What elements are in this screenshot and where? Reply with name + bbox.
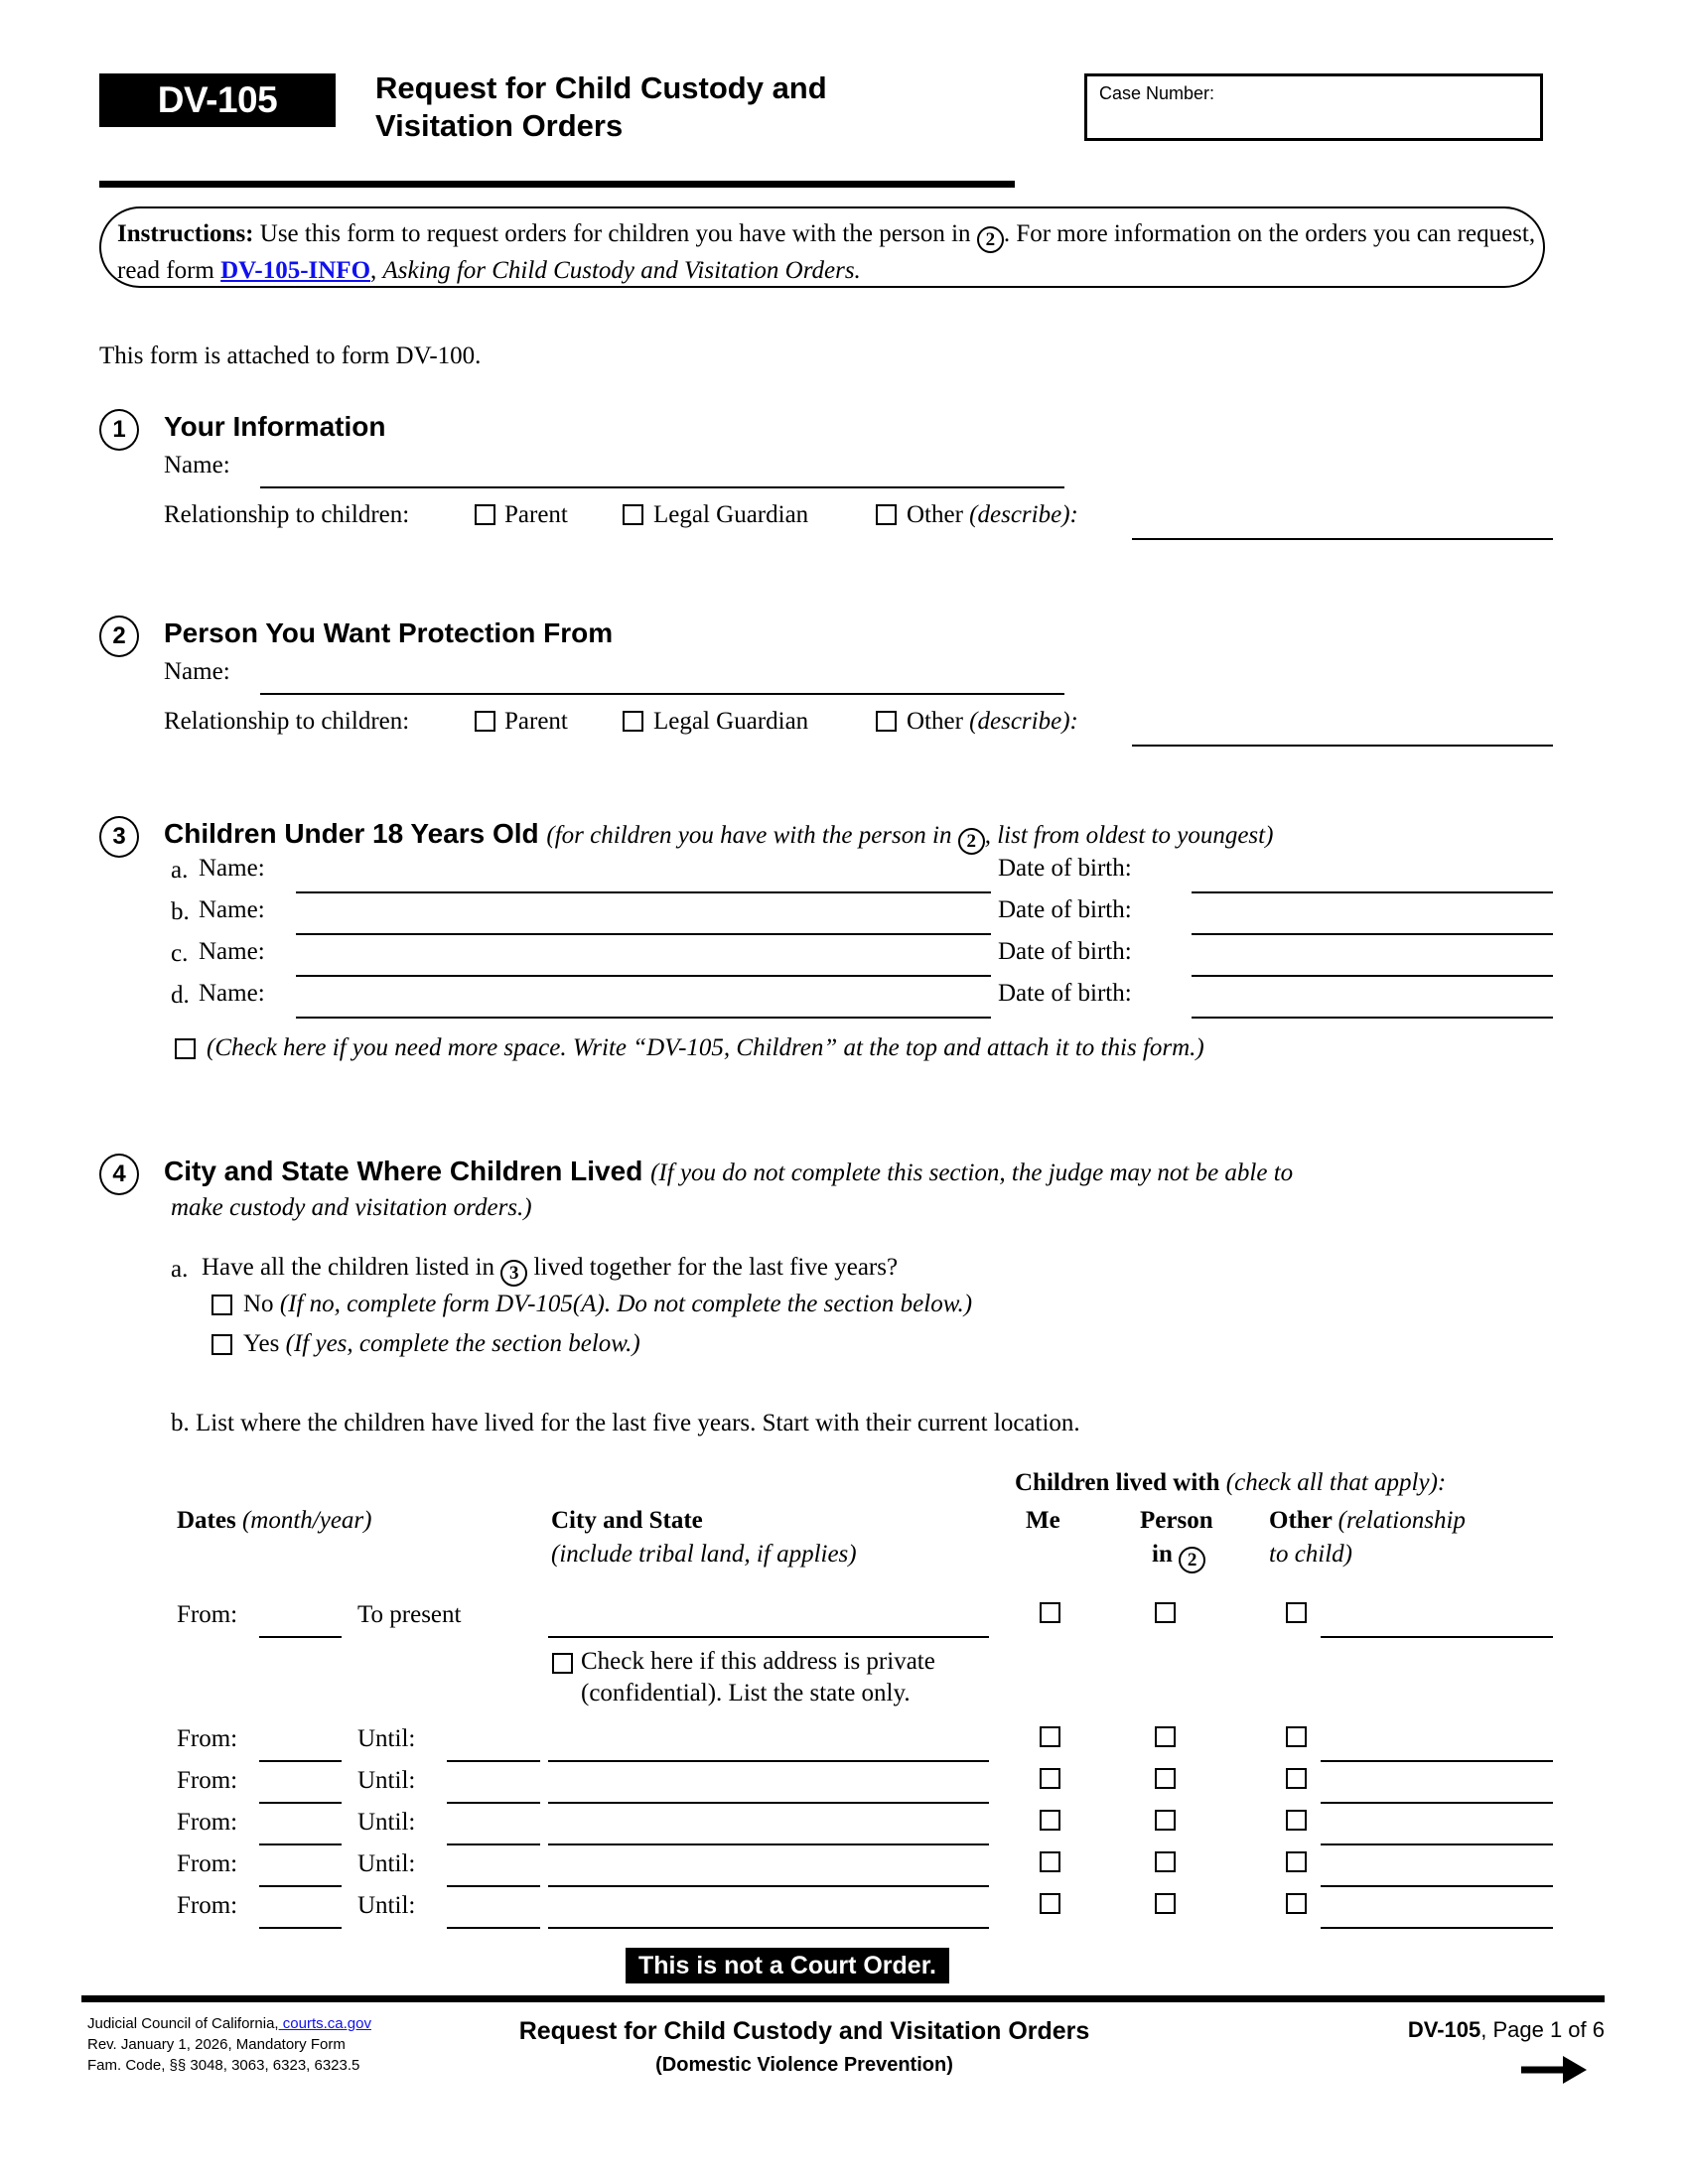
instructions-text <box>117 216 1537 288</box>
section-4-number: 4 <box>99 1154 139 1195</box>
table-col-dates-bold: Dates <box>177 1507 242 1534</box>
section-4a-no-note: (If no, complete form DV-105(A). Do not complete the section below.) <box>279 1291 973 1317</box>
instructions-part3: , <box>370 257 383 284</box>
case-number-box[interactable] <box>1084 73 1543 141</box>
table-col-other-italic-1: (relationship <box>1337 1507 1466 1534</box>
page-title-line1: Request for Child Custody and <box>375 70 827 105</box>
table-row-person-checkbox[interactable] <box>1155 1768 1176 1789</box>
footer-judicial-council: Judicial Council of California, <box>87 2015 279 2032</box>
child-dob-label: Date of birth: <box>998 938 1132 965</box>
section-1-other-text: Other <box>907 501 963 528</box>
table-row-me-checkbox[interactable] <box>1040 1893 1060 1914</box>
section-2-other-label <box>907 708 1078 736</box>
section-4a-yes-label <box>243 1330 640 1358</box>
footer-left-block <box>87 2013 371 2076</box>
child-dob-input[interactable] <box>1192 891 1553 893</box>
footer-form-number: DV-105 <box>1407 2017 1481 2042</box>
table-row-city-input[interactable] <box>548 1636 989 1638</box>
child-row-letter: a. <box>171 857 189 884</box>
table-row-other-checkbox[interactable] <box>1286 1851 1307 1872</box>
section-3-note-part1: (for children you have with the person in <box>546 822 958 849</box>
footer-divider <box>81 1995 1605 2002</box>
table-row-person-checkbox[interactable] <box>1155 1602 1176 1623</box>
table-group-header-bold: Children lived with <box>1015 1469 1226 1496</box>
section-4-heading <box>164 1156 1293 1187</box>
table-row-other-checkbox[interactable] <box>1286 1768 1307 1789</box>
table-row-from-input[interactable] <box>259 1760 342 1762</box>
table-row-until-label: Until: <box>357 1725 416 1752</box>
section-2-other-hint: (describe): <box>969 708 1078 735</box>
table-col-person-prefix: in <box>1152 1541 1180 1568</box>
table-row-person-checkbox[interactable] <box>1155 1810 1176 1831</box>
table-row-city-input[interactable] <box>548 1802 989 1804</box>
child-dob-input[interactable] <box>1192 933 1553 935</box>
private-address-checkbox[interactable] <box>552 1653 573 1674</box>
table-row-until-label: Until: <box>357 1892 416 1919</box>
section-1-number: 1 <box>99 409 139 451</box>
footer-code-citation: Fam. Code, §§ 3048, 3063, 6323, 6323.5 <box>87 2057 360 2074</box>
not-a-court-order-banner: This is not a Court Order. <box>626 1948 949 1983</box>
table-row-other-input[interactable] <box>1321 1843 1553 1845</box>
table-row-me-checkbox[interactable] <box>1040 1726 1060 1747</box>
table-row-until-label: Until: <box>357 1767 416 1794</box>
section-1-name-input[interactable] <box>260 486 1064 488</box>
form-number-badge: DV-105 <box>99 73 336 127</box>
section-2-legal-guardian-label: Legal Guardian <box>653 708 809 735</box>
table-row-other-input[interactable] <box>1321 1802 1553 1804</box>
section-2-number: 2 <box>99 615 139 657</box>
table-row-until-input[interactable] <box>447 1802 540 1804</box>
table-row-until-input[interactable] <box>447 1843 540 1845</box>
private-address-label-line1: Check here if this address is private <box>581 1648 935 1675</box>
section-3-note-part2: , list from oldest to youngest) <box>984 822 1274 849</box>
child-dob-label: Date of birth: <box>998 896 1132 923</box>
section-1-legal-guardian-checkbox[interactable] <box>623 504 643 525</box>
table-row-from-input[interactable] <box>259 1802 342 1804</box>
table-row-until-label: Until: <box>357 1809 416 1836</box>
reference-circle-2-icon: 2 <box>958 828 985 855</box>
section-2-other-checkbox[interactable] <box>876 711 897 732</box>
section-1-parent-checkbox[interactable] <box>475 504 495 525</box>
child-dob-label: Date of birth: <box>998 855 1132 882</box>
table-group-header-italic: (check all that apply): <box>1225 1469 1447 1496</box>
table-col-other-header <box>1269 1507 1466 1535</box>
table-row-from-input[interactable] <box>259 1843 342 1845</box>
section-1-heading: Your Information <box>164 411 386 442</box>
table-col-other-subheader: to child) <box>1269 1541 1353 1568</box>
dv-105-info-link[interactable]: DV-105-INFO <box>220 257 371 284</box>
child-dob-label: Date of birth: <box>998 980 1132 1007</box>
child-name-input[interactable] <box>296 933 991 935</box>
table-group-header <box>1015 1469 1446 1497</box>
section-1-name-label: Name: <box>164 452 230 478</box>
child-name-label: Name: <box>199 855 265 882</box>
section-1-other-input[interactable] <box>1132 538 1553 540</box>
case-number-label: Case Number: <box>1099 83 1215 103</box>
child-name-label: Name: <box>199 896 265 923</box>
instructions-part2: . For more information on the orders you can request, read form <box>117 220 1536 284</box>
child-dob-input[interactable] <box>1192 1017 1553 1019</box>
section-2-other-input[interactable] <box>1132 745 1553 747</box>
footer-page-number: , Page 1 of 6 <box>1480 2017 1605 2042</box>
private-address-label-line2: (confidential). List the state only. <box>581 1680 911 1706</box>
courts-website-link[interactable]: courts.ca.gov <box>278 2015 371 2032</box>
child-name-input[interactable] <box>296 891 991 893</box>
table-col-person-header-line1: Person <box>1140 1507 1213 1534</box>
table-row-from-input[interactable] <box>259 1636 342 1638</box>
table-row-other-input[interactable] <box>1321 1885 1553 1887</box>
table-row-from-input[interactable] <box>259 1927 342 1929</box>
table-row-to-present-label: To present <box>357 1601 462 1628</box>
instructions-label: Instructions: <box>117 220 254 247</box>
reference-circle-2-icon: 2 <box>1179 1547 1205 1573</box>
section-3-heading-text: Children Under 18 Years Old <box>164 818 539 849</box>
reference-circle-2-icon: 2 <box>977 226 1004 253</box>
table-col-dates-header <box>177 1507 372 1535</box>
table-col-me-header: Me <box>1026 1507 1060 1534</box>
next-page-arrow-icon <box>1519 2053 1589 2087</box>
table-row-person-checkbox[interactable] <box>1155 1726 1176 1747</box>
section-1-legal-guardian-label: Legal Guardian <box>653 501 809 528</box>
footer-form-title: Request for Child Custody and Visitation Orders <box>518 2017 1090 2045</box>
attached-form-note: This form is attached to form DV-100. <box>99 342 482 369</box>
table-row-from-input[interactable] <box>259 1885 342 1887</box>
table-row-other-input[interactable] <box>1321 1927 1553 1929</box>
section-2-name-input[interactable] <box>260 693 1064 695</box>
table-col-person-header-line2 <box>1152 1541 1205 1573</box>
footer-revision: Rev. January 1, 2026, Mandatory Form <box>87 2036 346 2053</box>
table-row-me-checkbox[interactable] <box>1040 1602 1060 1623</box>
table-row-person-checkbox[interactable] <box>1155 1851 1176 1872</box>
section-4-note-line2: make custody and visitation orders.) <box>171 1194 532 1221</box>
table-row-other-checkbox[interactable] <box>1286 1893 1307 1914</box>
child-row-letter: d. <box>171 982 190 1009</box>
section-3-number: 3 <box>99 816 139 858</box>
section-3-note <box>546 822 1274 852</box>
table-row-me-checkbox[interactable] <box>1040 1768 1060 1789</box>
table-row-from-label: From: <box>177 1809 238 1836</box>
table-row-me-checkbox[interactable] <box>1040 1810 1060 1831</box>
section-4a-yes-checkbox[interactable] <box>211 1334 232 1355</box>
table-row-me-checkbox[interactable] <box>1040 1851 1060 1872</box>
section-1-other-label <box>907 501 1078 529</box>
section-2-relationship-label: Relationship to children: <box>164 708 410 735</box>
table-row-until-input[interactable] <box>447 1927 540 1929</box>
table-row-from-label: From: <box>177 1892 238 1919</box>
table-row-person-checkbox[interactable] <box>1155 1893 1176 1914</box>
child-name-input[interactable] <box>296 975 991 977</box>
footer-center-block <box>427 2015 1182 2081</box>
section-4-note-line1: (If you do not complete this section, the judge may not be able to <box>650 1160 1294 1186</box>
reference-circle-3-icon: 3 <box>500 1260 527 1287</box>
table-row-from-label: From: <box>177 1725 238 1752</box>
section-1-relationship-label: Relationship to children: <box>164 501 410 528</box>
table-row-other-checkbox[interactable] <box>1286 1810 1307 1831</box>
section-4a-no-text: No <box>243 1291 274 1317</box>
child-name-label: Name: <box>199 938 265 965</box>
header-divider <box>99 181 1015 188</box>
page-title-line2: Visitation Orders <box>375 108 624 143</box>
table-row-from-label: From: <box>177 1850 238 1877</box>
page-title <box>375 69 1031 145</box>
section-3-more-space-note: (Check here if you need more space. Write “DV-105, Children” at the top and attach it to this form.) <box>207 1034 1204 1061</box>
section-2-name-label: Name: <box>164 658 230 685</box>
section-3-more-space-checkbox[interactable] <box>175 1038 196 1059</box>
section-4-heading-text: City and State Where Children Lived <box>164 1156 643 1186</box>
table-col-other-bold: Other <box>1269 1507 1338 1534</box>
section-2-parent-checkbox[interactable] <box>475 711 495 732</box>
footer-right-block <box>1251 2017 1605 2043</box>
section-4a-question <box>202 1254 898 1287</box>
section-1-parent-label: Parent <box>504 501 568 528</box>
table-col-city-subheader: (include tribal land, if applies) <box>551 1541 857 1568</box>
section-3-heading <box>164 818 1273 855</box>
section-4a-question-part2: lived together for the last five years? <box>527 1254 899 1281</box>
section-4a-no-label <box>243 1291 972 1318</box>
table-row-from-label: From: <box>177 1767 238 1794</box>
table-col-dates-italic: (month/year) <box>241 1507 372 1534</box>
section-4a-no-checkbox[interactable] <box>211 1295 232 1315</box>
table-row-until-input[interactable] <box>447 1885 540 1887</box>
table-row-city-input[interactable] <box>548 1885 989 1887</box>
child-name-label: Name: <box>199 980 265 1007</box>
footer-form-subtitle: (Domestic Violence Prevention) <box>655 2054 953 2076</box>
child-row-letter: c. <box>171 940 189 967</box>
section-1-other-checkbox[interactable] <box>876 504 897 525</box>
table-row-city-input[interactable] <box>548 1843 989 1845</box>
section-2-other-text: Other <box>907 708 963 735</box>
table-row-from-label: From: <box>177 1601 238 1628</box>
section-2-legal-guardian-checkbox[interactable] <box>623 711 643 732</box>
table-row-until-label: Until: <box>357 1850 416 1877</box>
instructions-italic-title: Asking for Child Custody and Visitation Orders. <box>382 257 861 284</box>
table-row-other-checkbox[interactable] <box>1286 1602 1307 1623</box>
section-1-other-hint: (describe): <box>969 501 1078 528</box>
table-row-other-input[interactable] <box>1321 1760 1553 1762</box>
table-row-city-input[interactable] <box>548 1760 989 1762</box>
table-col-city-header: City and State <box>551 1507 703 1534</box>
child-dob-input[interactable] <box>1192 975 1553 977</box>
section-4a-yes-note: (If yes, complete the section below.) <box>285 1330 640 1357</box>
section-2-heading: Person You Want Protection From <box>164 617 614 648</box>
section-4a-question-part1: Have all the children listed in <box>202 1254 501 1281</box>
table-row-city-input[interactable] <box>548 1927 989 1929</box>
section-4b-text: b. List where the children have lived for the last five years. Start with their current location. <box>171 1410 1080 1436</box>
instructions-part1: Use this form to request orders for children you have with the person in <box>253 220 977 247</box>
table-row-until-input[interactable] <box>447 1760 540 1762</box>
table-row-other-checkbox[interactable] <box>1286 1726 1307 1747</box>
child-row-letter: b. <box>171 898 190 925</box>
table-row-other-input[interactable] <box>1321 1636 1553 1638</box>
section-4a-yes-text: Yes <box>243 1330 280 1357</box>
child-name-input[interactable] <box>296 1017 991 1019</box>
section-2-parent-label: Parent <box>504 708 568 735</box>
section-4a-letter: a. <box>171 1256 189 1283</box>
